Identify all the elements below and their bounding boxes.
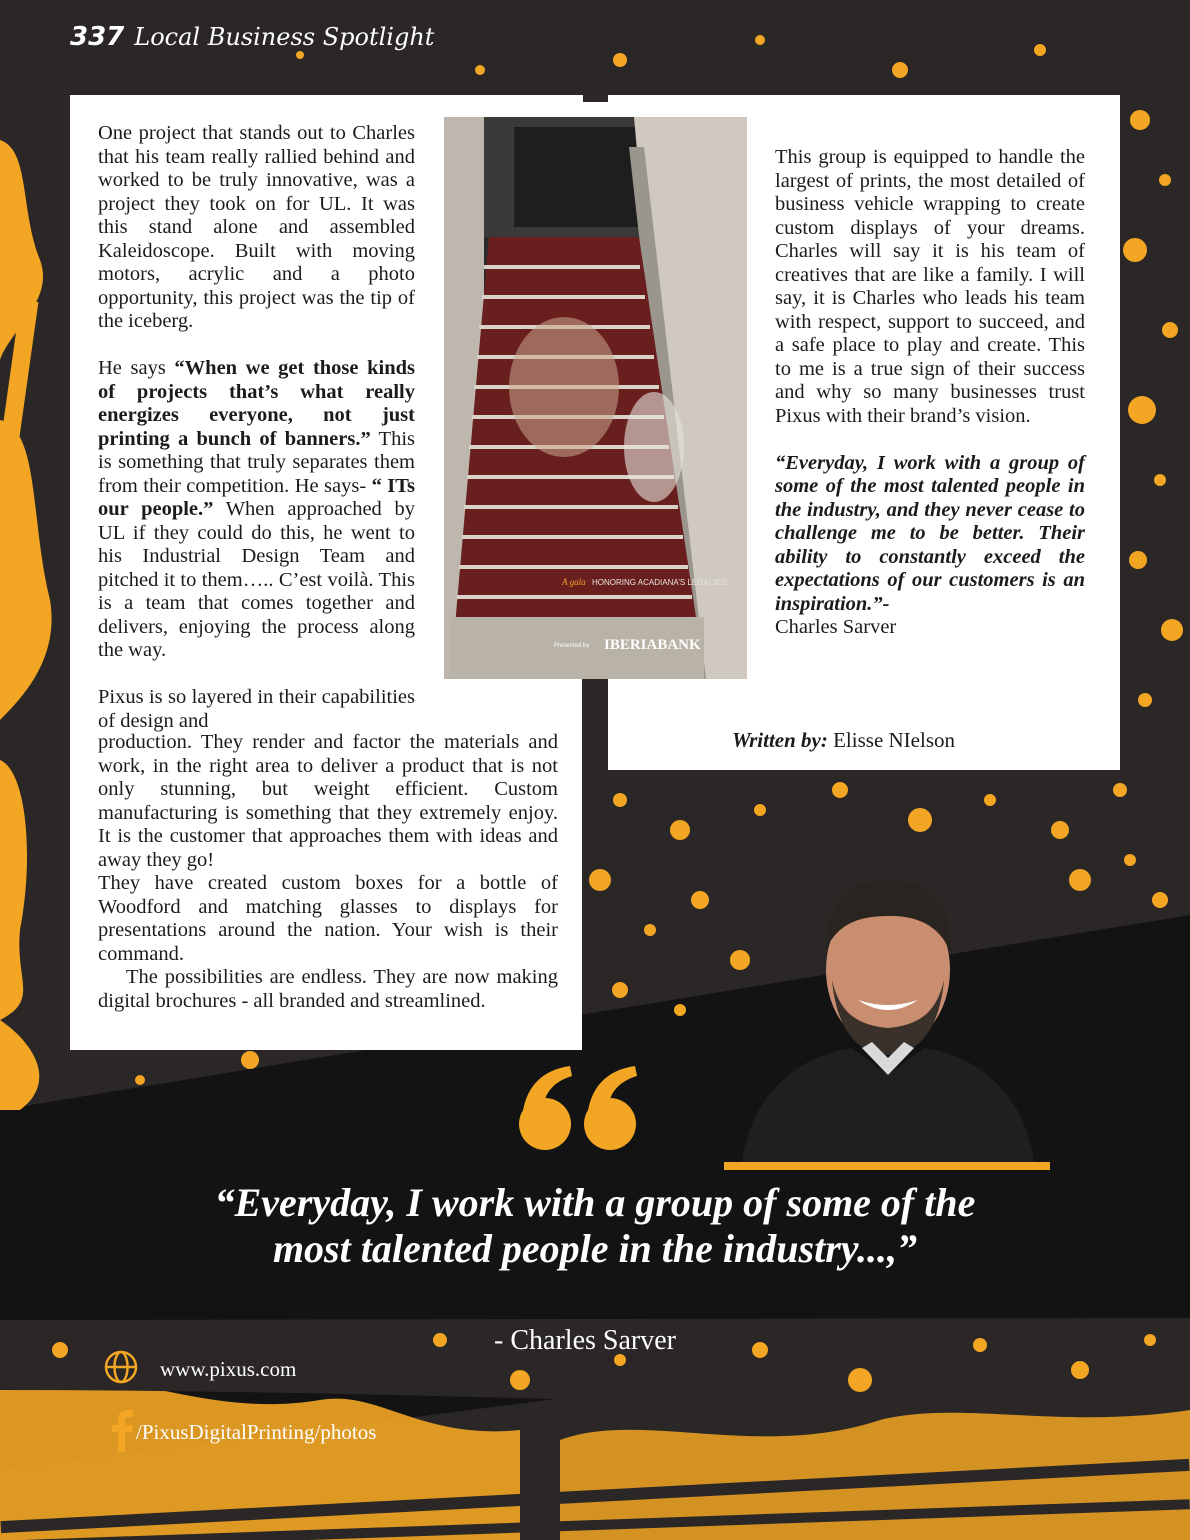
top-notch	[583, 88, 608, 102]
byline-label: Written by:	[732, 728, 828, 752]
quote-author: Charles Sarver	[775, 616, 897, 638]
pull-quote-attribution: - Charles Sarver	[494, 1325, 676, 1356]
portrait-accent-bar	[724, 1162, 1050, 1170]
website-link[interactable]: www.pixus.com	[160, 1357, 297, 1381]
gala-text: HONORING ACADIANA’S LEGACIES	[592, 578, 728, 587]
paragraph-ul-project: One project that stands out to Charles that his team really rallied behind and worked to be truly innovative, was a project they took on for UL. It was this stand alone and assembled Kaleidoscope. Built with moving motors, acrylic and a photo opportunity, this project was the tip of the iceberg.	[98, 122, 415, 332]
pull-quote	[100, 1180, 1090, 1272]
page-number: 337	[70, 22, 125, 52]
left-column-upper	[98, 122, 415, 733]
byline	[732, 728, 955, 753]
paragraph-quote: “Everyday, I work with a group of some of the most talented people in the industry, and they never cease to challenge me to be better. Their ability to constantly exceed the expectations of our customers is an inspiration.”-	[775, 451, 1085, 615]
quote-mark-icon	[512, 1062, 642, 1152]
charles-sarver-portrait	[732, 860, 1044, 1162]
paragraph-equipped: This group is equipped to handle the largest of prints, the most detailed of business vehicle wrapping to create custom displays of your dreams. Charles will say it is his team of creatives that are like a family. I will say, it is Charles who leads his team with respect, support to succeed, and a safe place to play and create. This to me is a true sign of their success and why so many businesses trust Pixus with their brand’s vision.	[775, 146, 1085, 427]
paragraph-possibilities: The possibilities are endless. They are now making digital brochures - all branded and streamlined.	[98, 966, 558, 1012]
facebook-icon	[110, 1410, 134, 1452]
globe-icon	[104, 1350, 138, 1384]
sponsor-logo: IBERIABANK	[604, 637, 701, 653]
staircase-illustration	[444, 117, 747, 679]
paragraph-production: production. They render and factor the materials and work, in the right area to deliver a product that is not only stunning, but weight efficient. Custom manufacturing is something that they extremely enjoy. It is the customer that approaches them with ideas and away they go!	[98, 731, 558, 871]
staircase-photo	[444, 117, 747, 679]
facebook-link[interactable]: /PixusDigitalPrinting/photos	[136, 1420, 377, 1444]
gala-prefix: A gala	[562, 577, 586, 587]
section-title: Local Business Spotlight	[134, 23, 435, 51]
paragraph-layered-intro: Pixus is so layered in their capabilities of design and	[98, 686, 415, 732]
byline-author: Elisse NIelson	[833, 728, 956, 752]
pull-quote-line-1: “Everyday, I work with a group of some of the	[214, 1180, 976, 1225]
paragraph-custom-boxes: They have created custom boxes for a bottle of Woodford and matching glasses to displays for presentations around the nation. Your wish is their command.	[98, 872, 558, 965]
right-column	[775, 146, 1085, 640]
pull-quote-line-2: most talented people in the industry...,”	[272, 1226, 918, 1271]
page-header	[70, 22, 434, 52]
left-column-lower	[98, 731, 558, 1013]
paragraph-he-says: He says “When we get those kinds of projects that’s what really energizes everyone, not just printing a bunch of banners.” This is something that truly separates them from their competition. He says- “ ITs our people.” When approached by UL if they could do this, he went to his Industrial Design Team and pitched it to them….. C’est voilà. This is a team that comes together and delivers, enjoying the process along the way.	[98, 357, 416, 661]
sponsor-prefix: Presented by	[554, 643, 590, 649]
